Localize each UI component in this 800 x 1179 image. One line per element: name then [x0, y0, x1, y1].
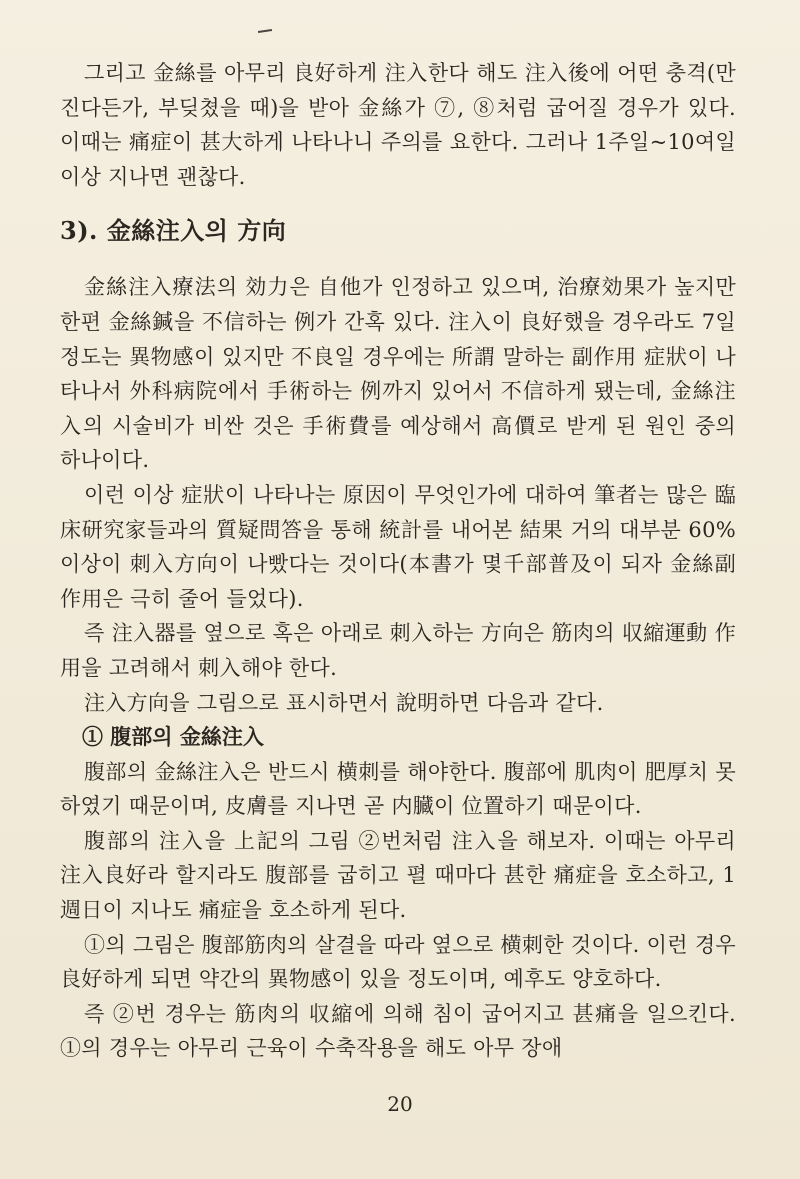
paragraph-8: ①의 그림은 腹部筋肉의 살결을 따라 옆으로 横刺한 것이다. 이런 경우 良好하게 되면 약간의 異物感이 있을 정도이며, 예후도 양호하다. — [60, 932, 736, 992]
paragraph-7: 腹部의 注入을 上記의 그림 ②번처럼 注入을 해보자. 이때는 아무리 注入良好라 할지라도 腹部를 굽히고 펼 때마다 甚한 痛症을 호소하고, 1週日이 지나도 痛症을 호소하게 된다. — [60, 828, 736, 923]
ink-mark — [258, 29, 272, 33]
paragraph-4: 즉 注入器를 옆으로 혹은 아래로 刺入하는 方向은 筋肉의 収縮運動 作用을 고려해서 刺入해야 한다. — [60, 621, 736, 680]
paragraph-1: 그리고 金絲를 아무리 良好하게 注入한다 해도 注入後에 어떤 충격(만진다든가, 부딪쳤을 때)을 받아 金絲가 ⑦, ⑧처럼 굽어질 경우가 있다. 이때는 痛症이 甚大하게 나타나니 주의를 요한다. 그러나 1주일~10여일 이상 지나면 괜찮다. — [60, 61, 736, 189]
paragraph-9: 즉 ②번 경우는 筋肉의 収縮에 의해 침이 굽어지고 甚痛을 일으킨다. ①의 경우는 아무리 근육이 수축작용을 해도 아무 장애 — [60, 1001, 736, 1061]
page-number: 20 — [387, 1092, 413, 1116]
subheading-abdomen: ① 腹部의 金絲注入 — [82, 724, 264, 750]
paragraph-2: 金絲注入療法의 効力은 自他가 인정하고 있으며, 治療効果가 높지만 한편 金絲鍼을 不信하는 例가 간혹 있다. 注入이 良好했을 경우라도 7일 정도는 異物感이 있지만 不良일 경우에는 所謂 말하는 副作用 症狀이 나타나서 外科病院에서 手術하는 例까지 있어서 不信하게 됐는데, 金絲注入의 시술비가 비싼 것은 手術費를 예상해서 高價로 받게 된 원인 중의 하나이다. — [60, 275, 736, 473]
paragraph-6: 腹部의 金絲注入은 반드시 横刺를 해야한다. 腹部에 肌肉이 肥厚치 못하였기 때문이며, 皮膚를 지나면 곧 内臓이 位置하기 때문이다. — [60, 759, 736, 819]
paragraph-3: 이런 이상 症狀이 나타나는 原因이 무엇인가에 대하여 筆者는 많은 臨床研究家들과의 質疑問答을 통해 統計를 내어본 結果 거의 대부분 60% 이상이 刺入方向이 나빴다는 것이다(本書가 몇千部普及이 되자 金絲副作用은 극히 줄어 들었다). — [60, 482, 736, 611]
section-title: 3). 金絲注入의 方向 — [60, 216, 287, 246]
paragraph-5: 注入方向을 그림으로 표시하면서 說明하면 다음과 같다. — [84, 690, 604, 715]
page-content — [60, 56, 736, 1066]
